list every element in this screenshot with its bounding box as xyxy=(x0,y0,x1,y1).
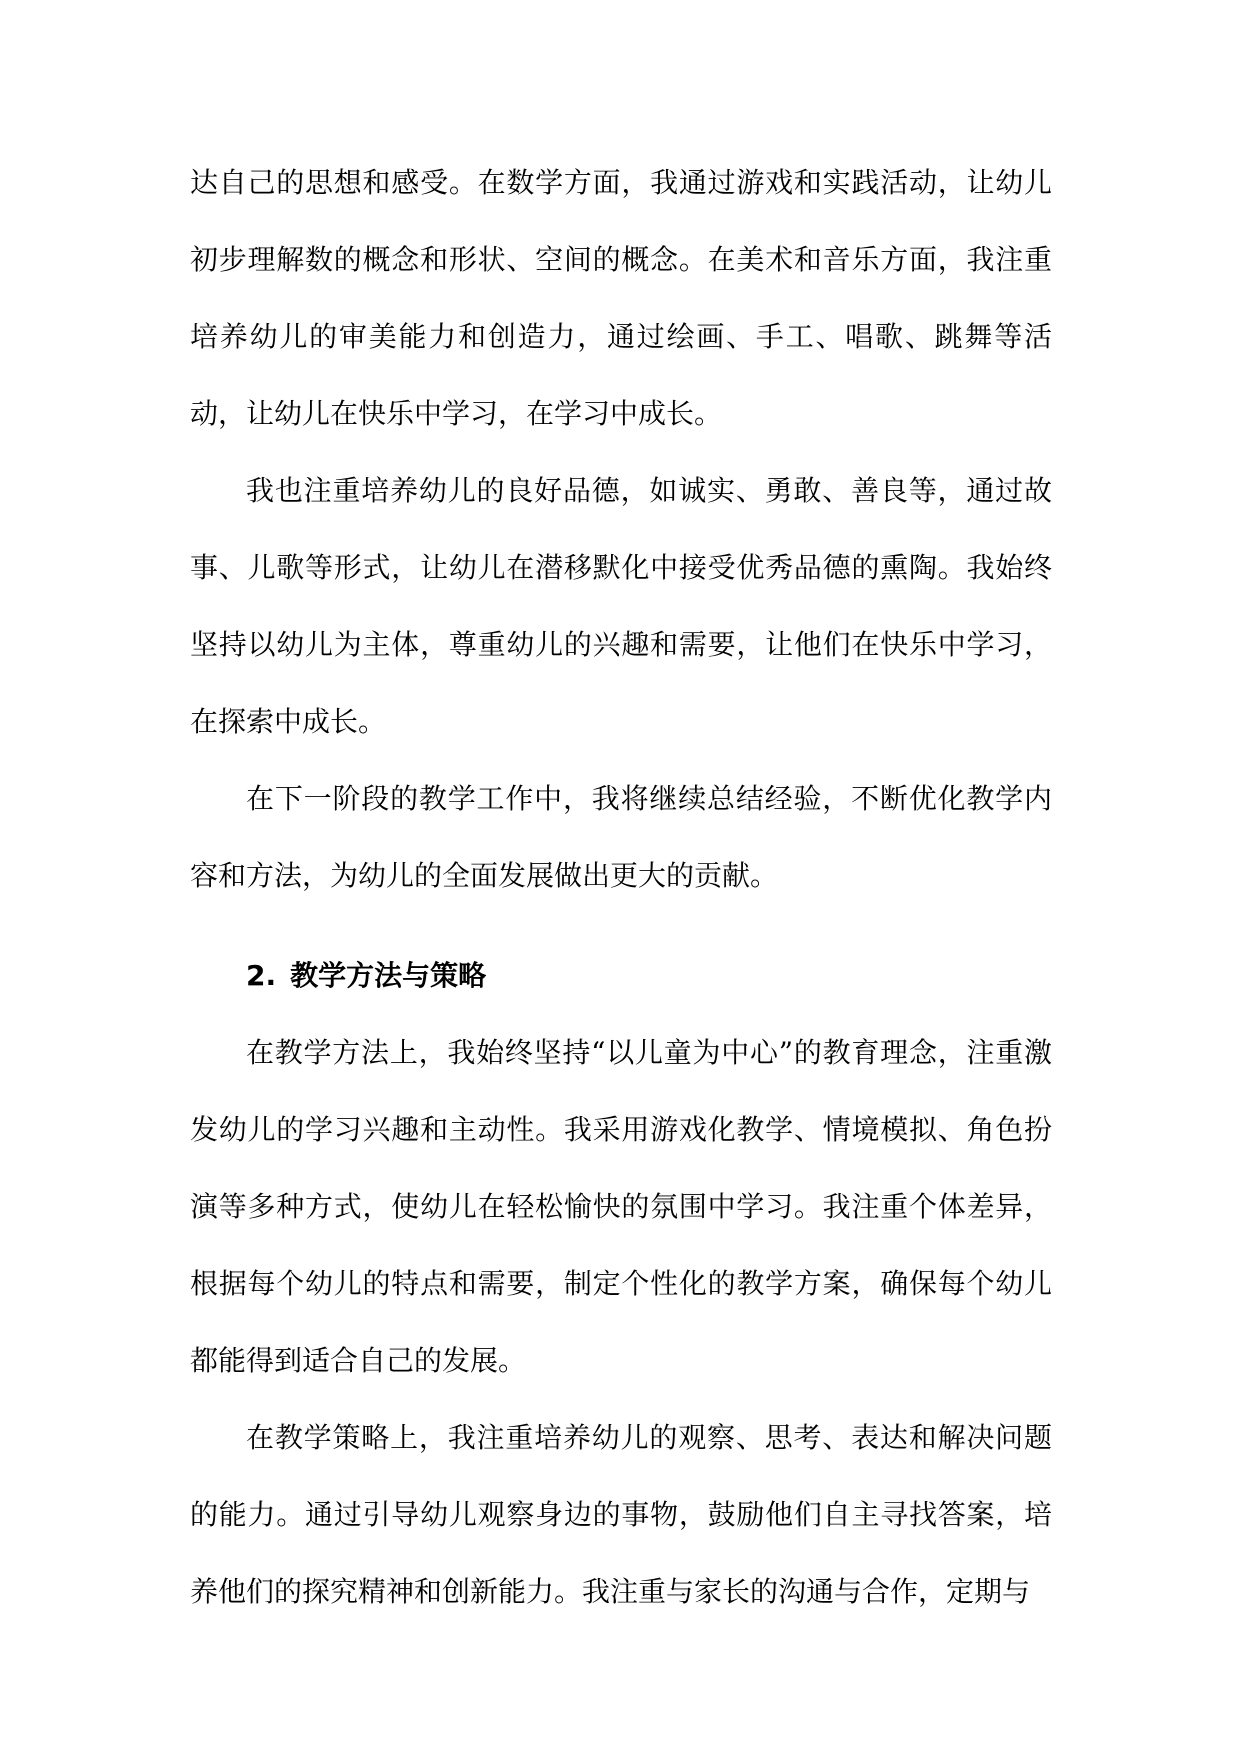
section-heading xyxy=(190,937,1052,1014)
body-paragraph: 我也注重培养幼儿的良好品德，如诚实、勇敢、善良等，通过故事、儿歌等形式，让幼儿在潜移默化中接受优秀品德的熏陶。我始终坚持以幼儿为主体，尊重幼儿的兴趣和需要，让他们在快乐中学习，在探索中成长。 xyxy=(190,474,1052,738)
body-paragraph: 在教学策略上，我注重培养幼儿的观察、思考、表达和解决问题的能力。通过引导幼儿观察身边的事物，鼓励他们自主寻找答案，培养他们的探究精神和创新能力。我注重与家长的沟通与合作，定期与 xyxy=(190,1421,1052,1608)
section-title: 教学方法与策略 xyxy=(290,959,487,992)
body-paragraph: 达自己的思想和感受。在数学方面，我通过游戏和实践活动，让幼儿初步理解数的概念和形状、空间的概念。在美术和音乐方面，我注重培养幼儿的审美能力和创造力，通过绘画、手工、唱歌、跳舞等活动，让幼儿在快乐中学习，在学习中成长。 xyxy=(190,166,1052,430)
section-number: 2. xyxy=(246,959,277,992)
body-paragraph: 在教学方法上，我始终坚持“以儿童为中心”的教育理念，注重激发幼儿的学习兴趣和主动性。我采用游戏化教学、情境模拟、角色扮演等多种方式，使幼儿在轻松愉快的氛围中学习。我注重个体差异，根据每个幼儿的特点和需要，制定个性化的教学方案，确保每个幼儿都能得到适合自己的发展。 xyxy=(190,1036,1052,1377)
body-paragraph: 在下一阶段的教学工作中，我将继续总结经验，不断优化教学内容和方法，为幼儿的全面发展做出更大的贡献。 xyxy=(190,782,1052,892)
document-body xyxy=(190,144,1052,1630)
